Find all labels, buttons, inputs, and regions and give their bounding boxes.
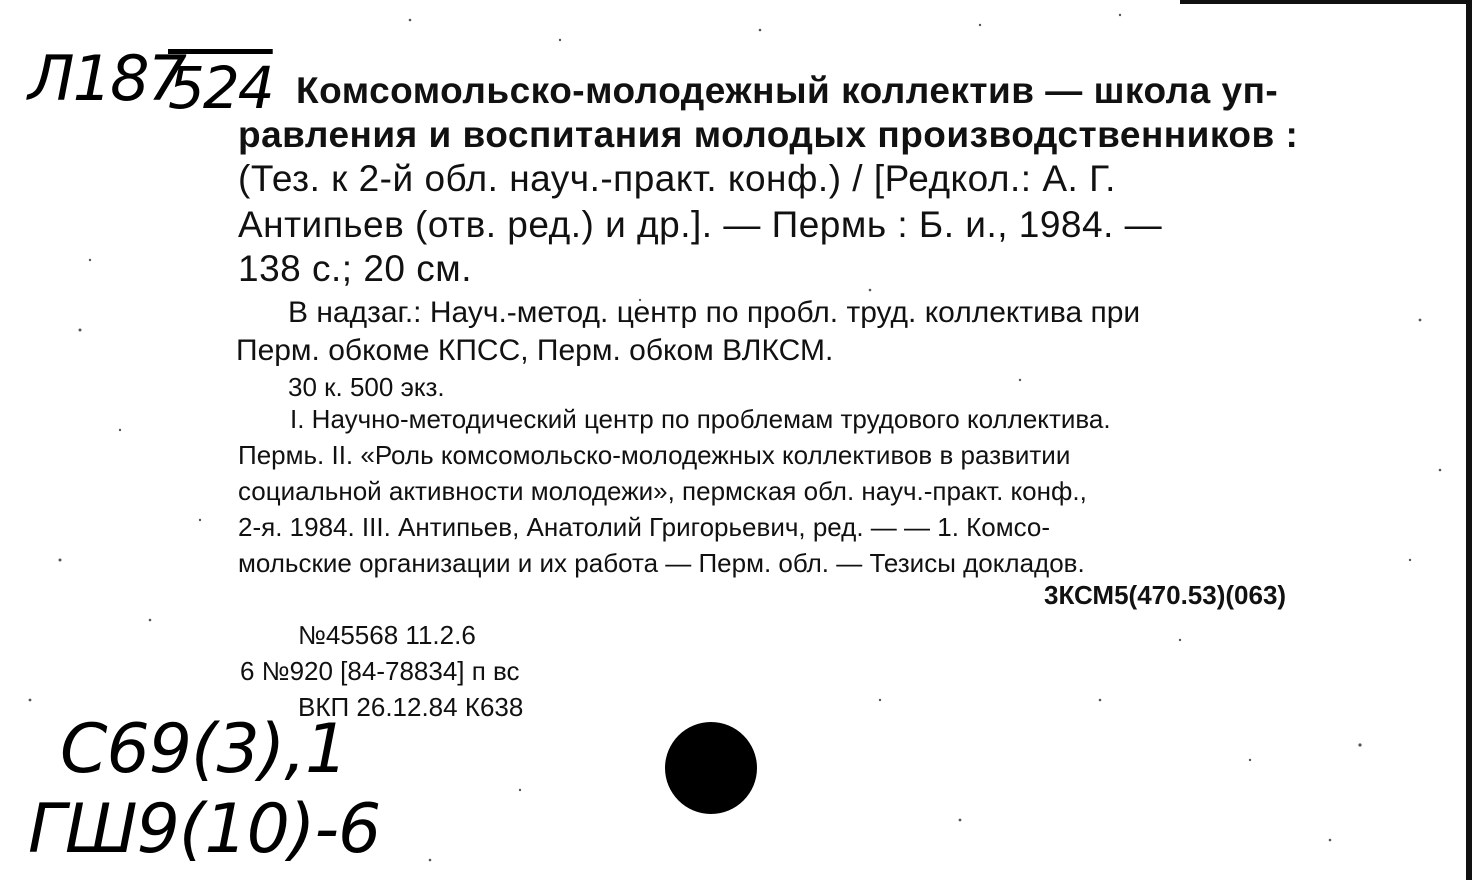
handwritten-shelfmark-bottom-2: ГШ9(10)-6 xyxy=(28,790,381,869)
note-line-3: 30 к. 500 экз. xyxy=(288,372,445,402)
handwritten-card-number: 524 xyxy=(168,54,273,122)
classification-code: 3КСМ5(470.53)(063) xyxy=(1044,580,1287,610)
entry-line-2: равления и воспитания молодых производственников : xyxy=(238,114,1299,155)
entry-line-3: (Тез. к 2-й обл. науч.-практ. конф.) / [Редкол.: А. Г. xyxy=(238,158,1116,199)
record-line-3: ВКП 26.12.84 К638 xyxy=(298,692,524,722)
tracing-line-5: мольские организации и их работа — Перм. обл. — Тезисы докладов. xyxy=(238,548,1085,578)
entry-line-5: 138 с.; 20 см. xyxy=(238,248,473,289)
record-line-2: 6 №920 [84-78834] п вс xyxy=(240,656,520,686)
tracing-line-4: 2-я. 1984. III. Антипьев, Анатолий Григорьевич, ред. — — 1. Комсо- xyxy=(238,512,1051,542)
note-line-2: Перм. обкоме КПСС, Перм. обком ВЛКСМ. xyxy=(236,334,834,367)
tracing-line-3: социальной активности молодежи», пермская обл. науч.-практ. конф., xyxy=(238,476,1087,506)
note-line-1: В надзаг.: Науч.-метод. центр по пробл. труд. коллектива при xyxy=(288,296,1141,329)
entry-line-4: Антипьев (отв. ред.) и др.]. — Пермь : Б. и., 1984. — xyxy=(238,204,1163,245)
tracing-line-2: Пермь. II. «Роль комсомольско-молодежных коллективов в развитии xyxy=(238,440,1071,470)
tracing-line-1: I. Научно-методический центр по проблемам трудового коллектива. xyxy=(290,404,1111,434)
card-punch-hole xyxy=(665,722,757,814)
handwritten-shelfmark-top: Л187 xyxy=(28,42,185,115)
record-line-1: №45568 11.2.6 xyxy=(298,620,476,650)
handwritten-shelfmark-bottom-1: С69(3),1 xyxy=(60,710,348,789)
entry-line-1: Комсомольско-молодежный коллектив — школа уп- xyxy=(296,70,1279,111)
